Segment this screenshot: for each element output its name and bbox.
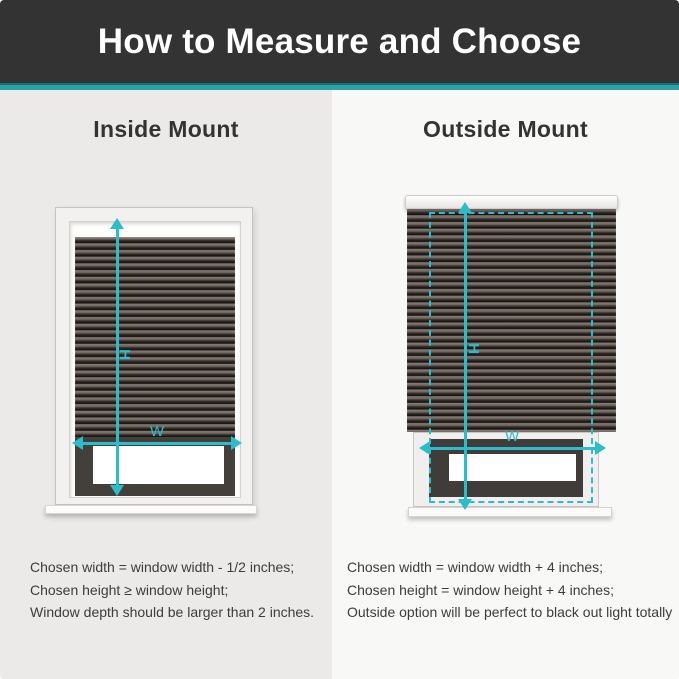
outside-mount-notes xyxy=(347,556,679,624)
outside-mount-panel xyxy=(332,90,679,679)
window-sill xyxy=(408,507,612,517)
outside-mount-title: Outside Mount xyxy=(423,116,588,142)
arrowhead-up-icon xyxy=(458,202,472,213)
height-measure-arrow xyxy=(464,212,467,500)
inside-mount-title: Inside Mount xyxy=(93,116,239,142)
note-line: Window depth should be larger than 2 inches. xyxy=(30,604,315,620)
width-label: W xyxy=(505,428,520,445)
note-line: Chosen height ≥ window height; xyxy=(30,581,229,598)
window-lower-opening xyxy=(75,438,235,496)
cellular-shade xyxy=(75,237,235,438)
content-area xyxy=(0,90,679,679)
window-outline-dashed xyxy=(429,212,593,503)
height-label: H xyxy=(464,343,482,354)
note-line: Chosen width = window width + 4 inches; xyxy=(347,559,604,575)
inside-mount-notes xyxy=(30,556,330,624)
height-label: H xyxy=(115,349,133,360)
arrowhead-left-icon xyxy=(419,441,430,455)
arrowhead-right-icon xyxy=(231,436,242,450)
width-label: W xyxy=(150,423,165,440)
window-glass xyxy=(93,446,224,484)
arrowhead-left-icon xyxy=(72,436,83,450)
arrowhead-right-icon xyxy=(595,441,606,455)
accent-divider xyxy=(0,83,679,90)
page-title: How to Measure and Choose xyxy=(97,21,582,61)
header-banner xyxy=(0,0,679,83)
window-apron xyxy=(52,514,250,522)
width-measure-arrow xyxy=(429,447,596,450)
arrowhead-down-icon xyxy=(110,485,124,496)
shade-headrail xyxy=(405,195,618,209)
window-sill xyxy=(45,505,257,514)
width-measure-arrow xyxy=(82,442,232,445)
inside-mount-panel xyxy=(0,90,332,679)
note-line: Chosen height = window height + 4 inches; xyxy=(347,581,614,598)
note-line: Chosen width = window width - 1/2 inches; xyxy=(30,559,295,575)
arrowhead-up-icon xyxy=(110,218,124,229)
note-line: Outside option will be perfect to black out light totally xyxy=(347,604,673,620)
arrowhead-down-icon xyxy=(458,499,472,510)
